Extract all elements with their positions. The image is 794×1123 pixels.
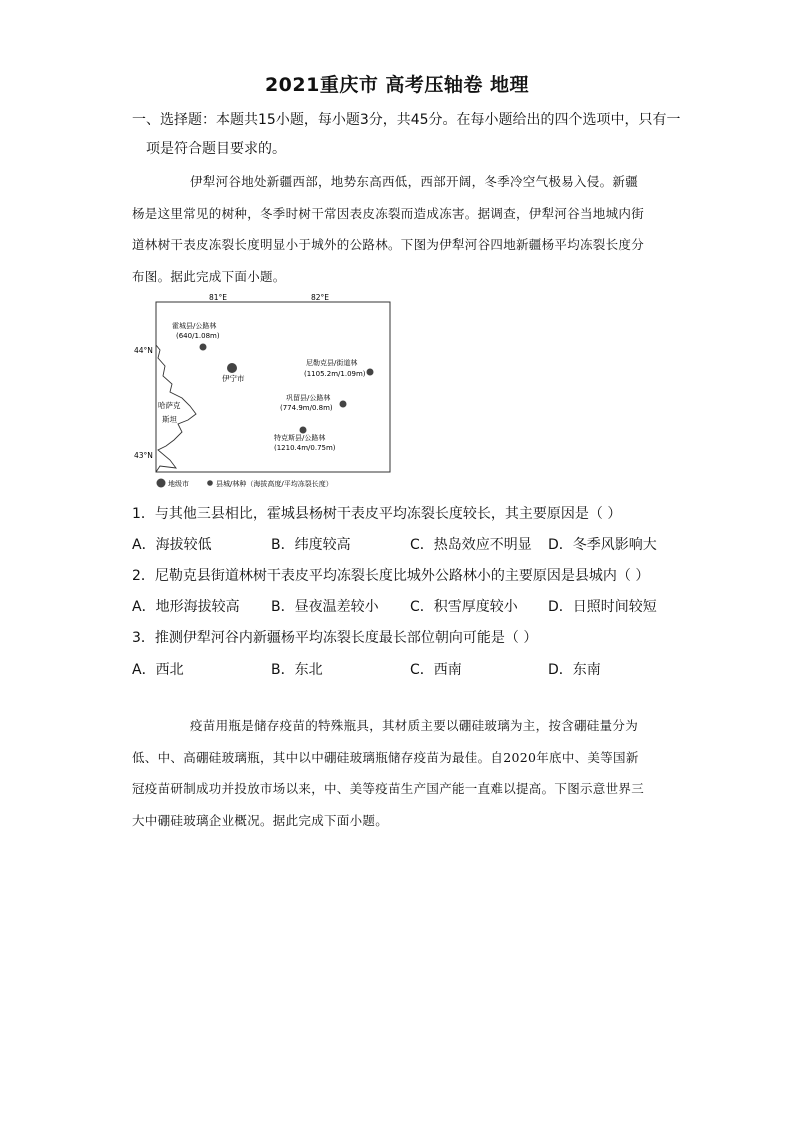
- q1-option-b[interactable]: B．纬度较高: [271, 537, 351, 553]
- q3-option-c[interactable]: C．西南: [410, 662, 462, 678]
- section-instruction: [132, 106, 712, 164]
- lon-label-81: 81°E: [208, 293, 228, 302]
- lat-label-43: 43°N: [134, 451, 153, 460]
- legend-county-dot: [207, 480, 213, 486]
- legend-county-label: 县城/林种（海拔高度/平均冻裂长度）: [216, 480, 333, 488]
- site-tekesi-dot: [300, 427, 307, 434]
- q2-option-a[interactable]: A．地形海拔较高: [132, 599, 240, 615]
- passage-2-line-1: 疫苗用瓶是储存疫苗的特殊瓶具，其材质主要以硼硅玻璃为主，按含硼硅量分为: [190, 718, 639, 733]
- q2-option-c[interactable]: C．积雪厚度较小: [410, 599, 518, 615]
- q3-option-a[interactable]: A．西北: [132, 662, 184, 678]
- q1-option-d[interactable]: D．冬季风影响大: [548, 537, 657, 553]
- site-huocheng-name: 霍城县/公路林: [172, 322, 217, 330]
- lon-label-82: 82°E: [310, 293, 330, 302]
- site-nileke-name: 尼勒克县/街道林: [306, 359, 358, 367]
- site-nileke-dot: [367, 369, 374, 376]
- frost-crack-map: [130, 290, 400, 490]
- section-line-1: 一、选择题：本题共15小题，每小题3分，共45分。在每小题给出的四个选项中，只有一: [132, 112, 681, 128]
- q3-option-d[interactable]: D．东南: [548, 662, 601, 678]
- site-tekesi-value: (1210.4m/0.75m): [274, 444, 336, 452]
- question-2: 2．尼勒克县街道林树干表皮平均冻裂长度比城外公路林小的主要原因是县城内（ ）: [132, 568, 650, 584]
- q1-option-a[interactable]: A．海拔较低: [132, 537, 212, 553]
- passage-1-line-1: 伊犁河谷地处新疆西部，地势东高西低，西部开阔，冬季冷空气极易入侵。新疆: [190, 174, 639, 189]
- passage-1-line-3: 道林树干表皮冻裂长度明显小于城外的公路林。下图为伊犁河谷四地新疆杨平均冻裂长度分: [132, 237, 645, 252]
- legend-city-dot: [157, 479, 166, 488]
- site-huocheng-value: (640/1.08m): [176, 332, 220, 340]
- country-label-2: 斯坦: [162, 415, 177, 424]
- q2-option-d[interactable]: D．日照时间较短: [548, 599, 657, 615]
- site-tekesi-name: 特克斯县/公路林: [274, 434, 326, 442]
- question-1: 1．与其他三县相比，霍城县杨树干表皮平均冻裂长度较长，其主要原因是（ ）: [132, 506, 622, 522]
- q3-option-b[interactable]: B．东北: [271, 662, 323, 678]
- site-gongliu-name: 巩留县/公路林: [286, 394, 331, 402]
- site-gongliu-value: (774.9m/0.8m): [280, 404, 333, 412]
- city-yining-dot: [227, 363, 237, 373]
- section-line-2: 项是符合题目要求的。: [146, 141, 286, 157]
- passage-1-line-2: 杨是这里常见的树种，冬季时树干常因表皮冻裂而造成冻害。据调查，伊犁河谷当地城内街: [132, 205, 645, 221]
- site-huocheng-dot: [200, 344, 207, 351]
- site-nileke-value: (1105.2m/1.09m): [304, 370, 366, 378]
- passage-2: [132, 710, 694, 836]
- passage-1-line-4: 布图。据此完成下面小题。: [132, 268, 286, 284]
- legend-city-label: 地级市: [168, 480, 189, 488]
- site-gongliu-dot: [340, 401, 347, 408]
- passage-2-line-3: 冠疫苗研制成功并投放市场以来，中、美等疫苗生产国产能一直难以提高。下图示意世界三: [132, 781, 645, 796]
- q2-option-b[interactable]: B．昼夜温差较小: [271, 599, 379, 615]
- city-yining-label: 伊宁市: [222, 374, 245, 383]
- question-3: 3．推测伊犁河谷内新疆杨平均冻裂长度最长部位朝向可能是（ ）: [132, 630, 538, 646]
- passage-2-line-4: 大中硼硅玻璃企业概况。据此完成下面小题。: [132, 812, 389, 828]
- lat-label-44: 44°N: [134, 346, 153, 355]
- passage-1: [132, 166, 694, 292]
- q1-option-c[interactable]: C．热岛效应不明显: [410, 537, 532, 553]
- page-title: 2021重庆市 高考压轴卷 地理: [264, 74, 530, 96]
- passage-2-line-2: 低、中、高硼硅玻璃瓶，其中以中硼硅玻璃瓶储存疫苗为最佳。自2020年底中、美等国新: [132, 749, 639, 765]
- country-label-1: 哈萨克: [158, 401, 181, 410]
